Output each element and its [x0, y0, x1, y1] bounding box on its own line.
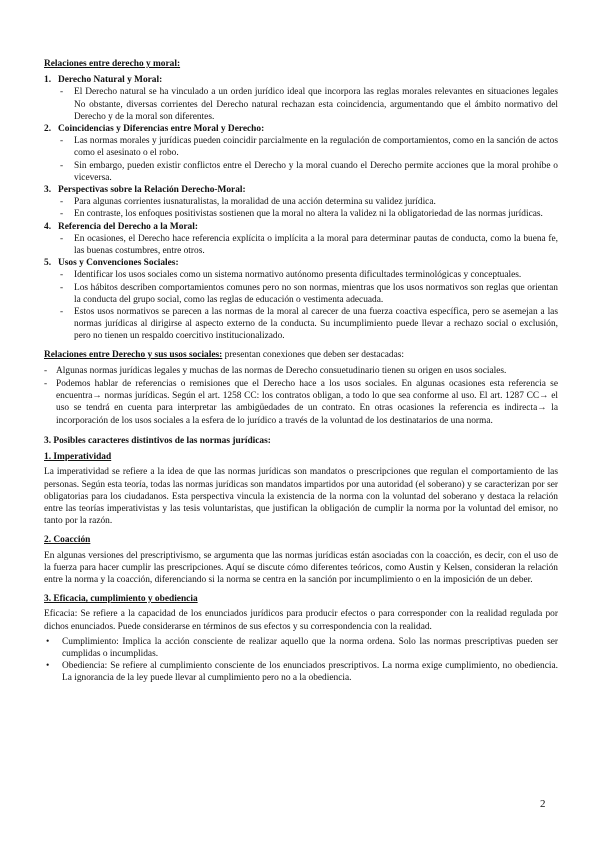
list-item: - Identificar los usos sociales como un sistema normativo autónomo presenta dificultades terminológicas y conceptuales.: [60, 270, 522, 281]
list-item: - Los hábitos describen comportamientos comunes pero no son normas, mientras que los usos normativos son reglas que orientan la conducta del grupo social, como las reglas de educación o vestimenta adecuada.: [60, 282, 558, 305]
page-number: 2: [540, 798, 546, 810]
list-item: - El Derecho natural se ha vinculado a un orden jurídico ideal que incorpora las reglas morales relevantes en situaciones legales No obstante, diversas corrientes del Derecho natural rechazan esta coincidencia, argumentando que el ámbito normativo del Derecho y de la moral son diferentes.: [60, 87, 558, 122]
document-page: [44, 58, 558, 685]
eficacia-title: 3. Eficacia, cumplimiento y obediencia: [44, 594, 198, 605]
list-item: - Podemos hablar de referencias o remisiones que el Derecho hace a los usos sociales. En algunas ocasiones esta referencia se encuentra→ normas jurídicas. Según el art. 1258 CC: los contratos obligan, a todo lo que sea conforme al uso. El art. 1287 CC→ el uso se tendrá en cuenta para interpretar las ambigüedades de un contrato. En otras ocasiones la referencia es indirecta→ la incorporación de los usos sociales a la esfera de lo jurídico a través de la voluntad de los destinatarios de una norma.: [44, 379, 558, 426]
imperatividad-text: La imperatividad se refiere a la idea de que las normas jurídicas son mandatos o prescripciones que regulan el comportamiento de las personas. Según esta teoría, todas las normas jurídicas son mandatos impartidos por una autoridad (el soberano) y se caracterizan por ser obligatorias para los ciudadanos. Esta perspectiva vincula la existencia de la norma con la voluntad del soberano y destaca la relación entre las teorías imperativistas y las tesis voluntaristas, que justifican la obligación de cumplir la norma por la voluntad del emisor, no tanto por la razón.: [44, 467, 558, 527]
section-items: [60, 269, 558, 342]
eficacia-bullets: [44, 636, 558, 685]
main-heading: Relaciones entre derecho y moral:: [44, 59, 181, 69]
section-1: [44, 74, 558, 123]
section-items: [60, 135, 558, 184]
usos-heading: [44, 349, 558, 361]
section-title: 4. Referencia del Derecho a la Moral:: [44, 221, 198, 232]
list-item: - Algunas normas jurídicas legales y muchas de las normas de Derecho consuetudinario tienen su origen en usos sociales.: [44, 365, 507, 376]
usos-heading-rest: presentan conexiones que deben ser destacadas:: [222, 349, 404, 360]
list-item: • Obediencia: Se refiere al cumplimiento consciente de los enunciados prescriptivos. La norma exige cumplimiento, no obediencia. La ignorancia de la ley puede llevar al cumplimiento pero no a la obediencia.: [46, 661, 558, 684]
list-item: - Estos usos normativos se parecen a las normas de la moral al carecer de una fuerza coactiva específica, pero se asemejan a las normas jurídicas al dirigirse al aspecto externo de la conducta. Su incumplimiento puede llevar a rechazo social o exclusión, pero no tienen un respaldo coercitivo institucionalizado.: [60, 307, 558, 342]
posibles-heading: 3. Posibles caracteres distintivos de las normas jurídicas:: [44, 435, 271, 446]
list-item: • Cumplimiento: Implica la acción consciente de realizar aquello que la norma ordena. Solo las normas prescriptivas pueden ser cumplidas o incumplidas.: [46, 636, 558, 659]
section-3: [44, 184, 558, 221]
list-item: - Para algunas corrientes iusnaturalistas, la moralidad de una acción determina su validez jurídica.: [60, 197, 436, 208]
list-item: - En ocasiones, el Derecho hace referencia explícita o implícita a la moral para determinar pautas de conducta, como la buena fe, las buenas costumbres, entre otros.: [60, 233, 558, 257]
sections-list: [44, 74, 558, 342]
list-item: - En contraste, los enfoques positivistas sostienen que la moral no altera la validez ni la obligatoriedad de las normas jurídicas.: [60, 209, 543, 220]
section-title: 3. Perspectivas sobre la Relación Derecho-Moral:: [44, 185, 246, 196]
eficacia-text: Eficacia: Se refiere a la capacidad de los enunciados jurídicos para producir efectos o para corresponder con la realidad regulada por dichos enunciados. Puede considerarse en términos de sus efectos y su correspondencia con la realidad.: [44, 609, 558, 632]
imperatividad-title: 1. Imperatividad: [44, 452, 112, 463]
section-4: [44, 221, 558, 258]
section-items: [60, 196, 558, 220]
section-5: [44, 257, 558, 342]
list-item: - Las normas morales y jurídicas pueden coincidir parcialmente en la regulación de comportamientos, como en la sanción de actos como el asesinato o el robo.: [60, 136, 558, 159]
section-items: [60, 86, 558, 123]
usos-list: [44, 365, 558, 427]
usos-heading-title: Relaciones entre Derecho y sus usos sociales:: [44, 349, 223, 360]
section-title: 2. Coincidencias y Diferencias entre Moral y Derecho:: [44, 124, 265, 135]
section-title: 1. Derecho Natural y Moral:: [44, 75, 163, 86]
coaccion-title: 2. Coacción: [44, 535, 91, 546]
coaccion-text: En algunas versiones del prescriptivismo, se argumenta que las normas jurídicas están asociadas con la coacción, es decir, con el uso de la fuerza para hacer cumplir las prescripciones. Aquí se discute cómo diferentes teóricos, como Austin y Kelsen, consideran la relación entre la norma y la coacción, diferenciando si la norma se centra en la sanción por incumplimiento o en la imposición de un deber.: [44, 550, 558, 585]
section-title: 5. Usos y Convenciones Sociales:: [44, 258, 179, 269]
list-item: - Sin embargo, pueden existir conflictos entre el Derecho y la moral cuando el Derecho permite acciones que la moral prohíbe o viceversa.: [60, 160, 558, 183]
section-items: [60, 233, 558, 257]
section-2: [44, 123, 558, 184]
